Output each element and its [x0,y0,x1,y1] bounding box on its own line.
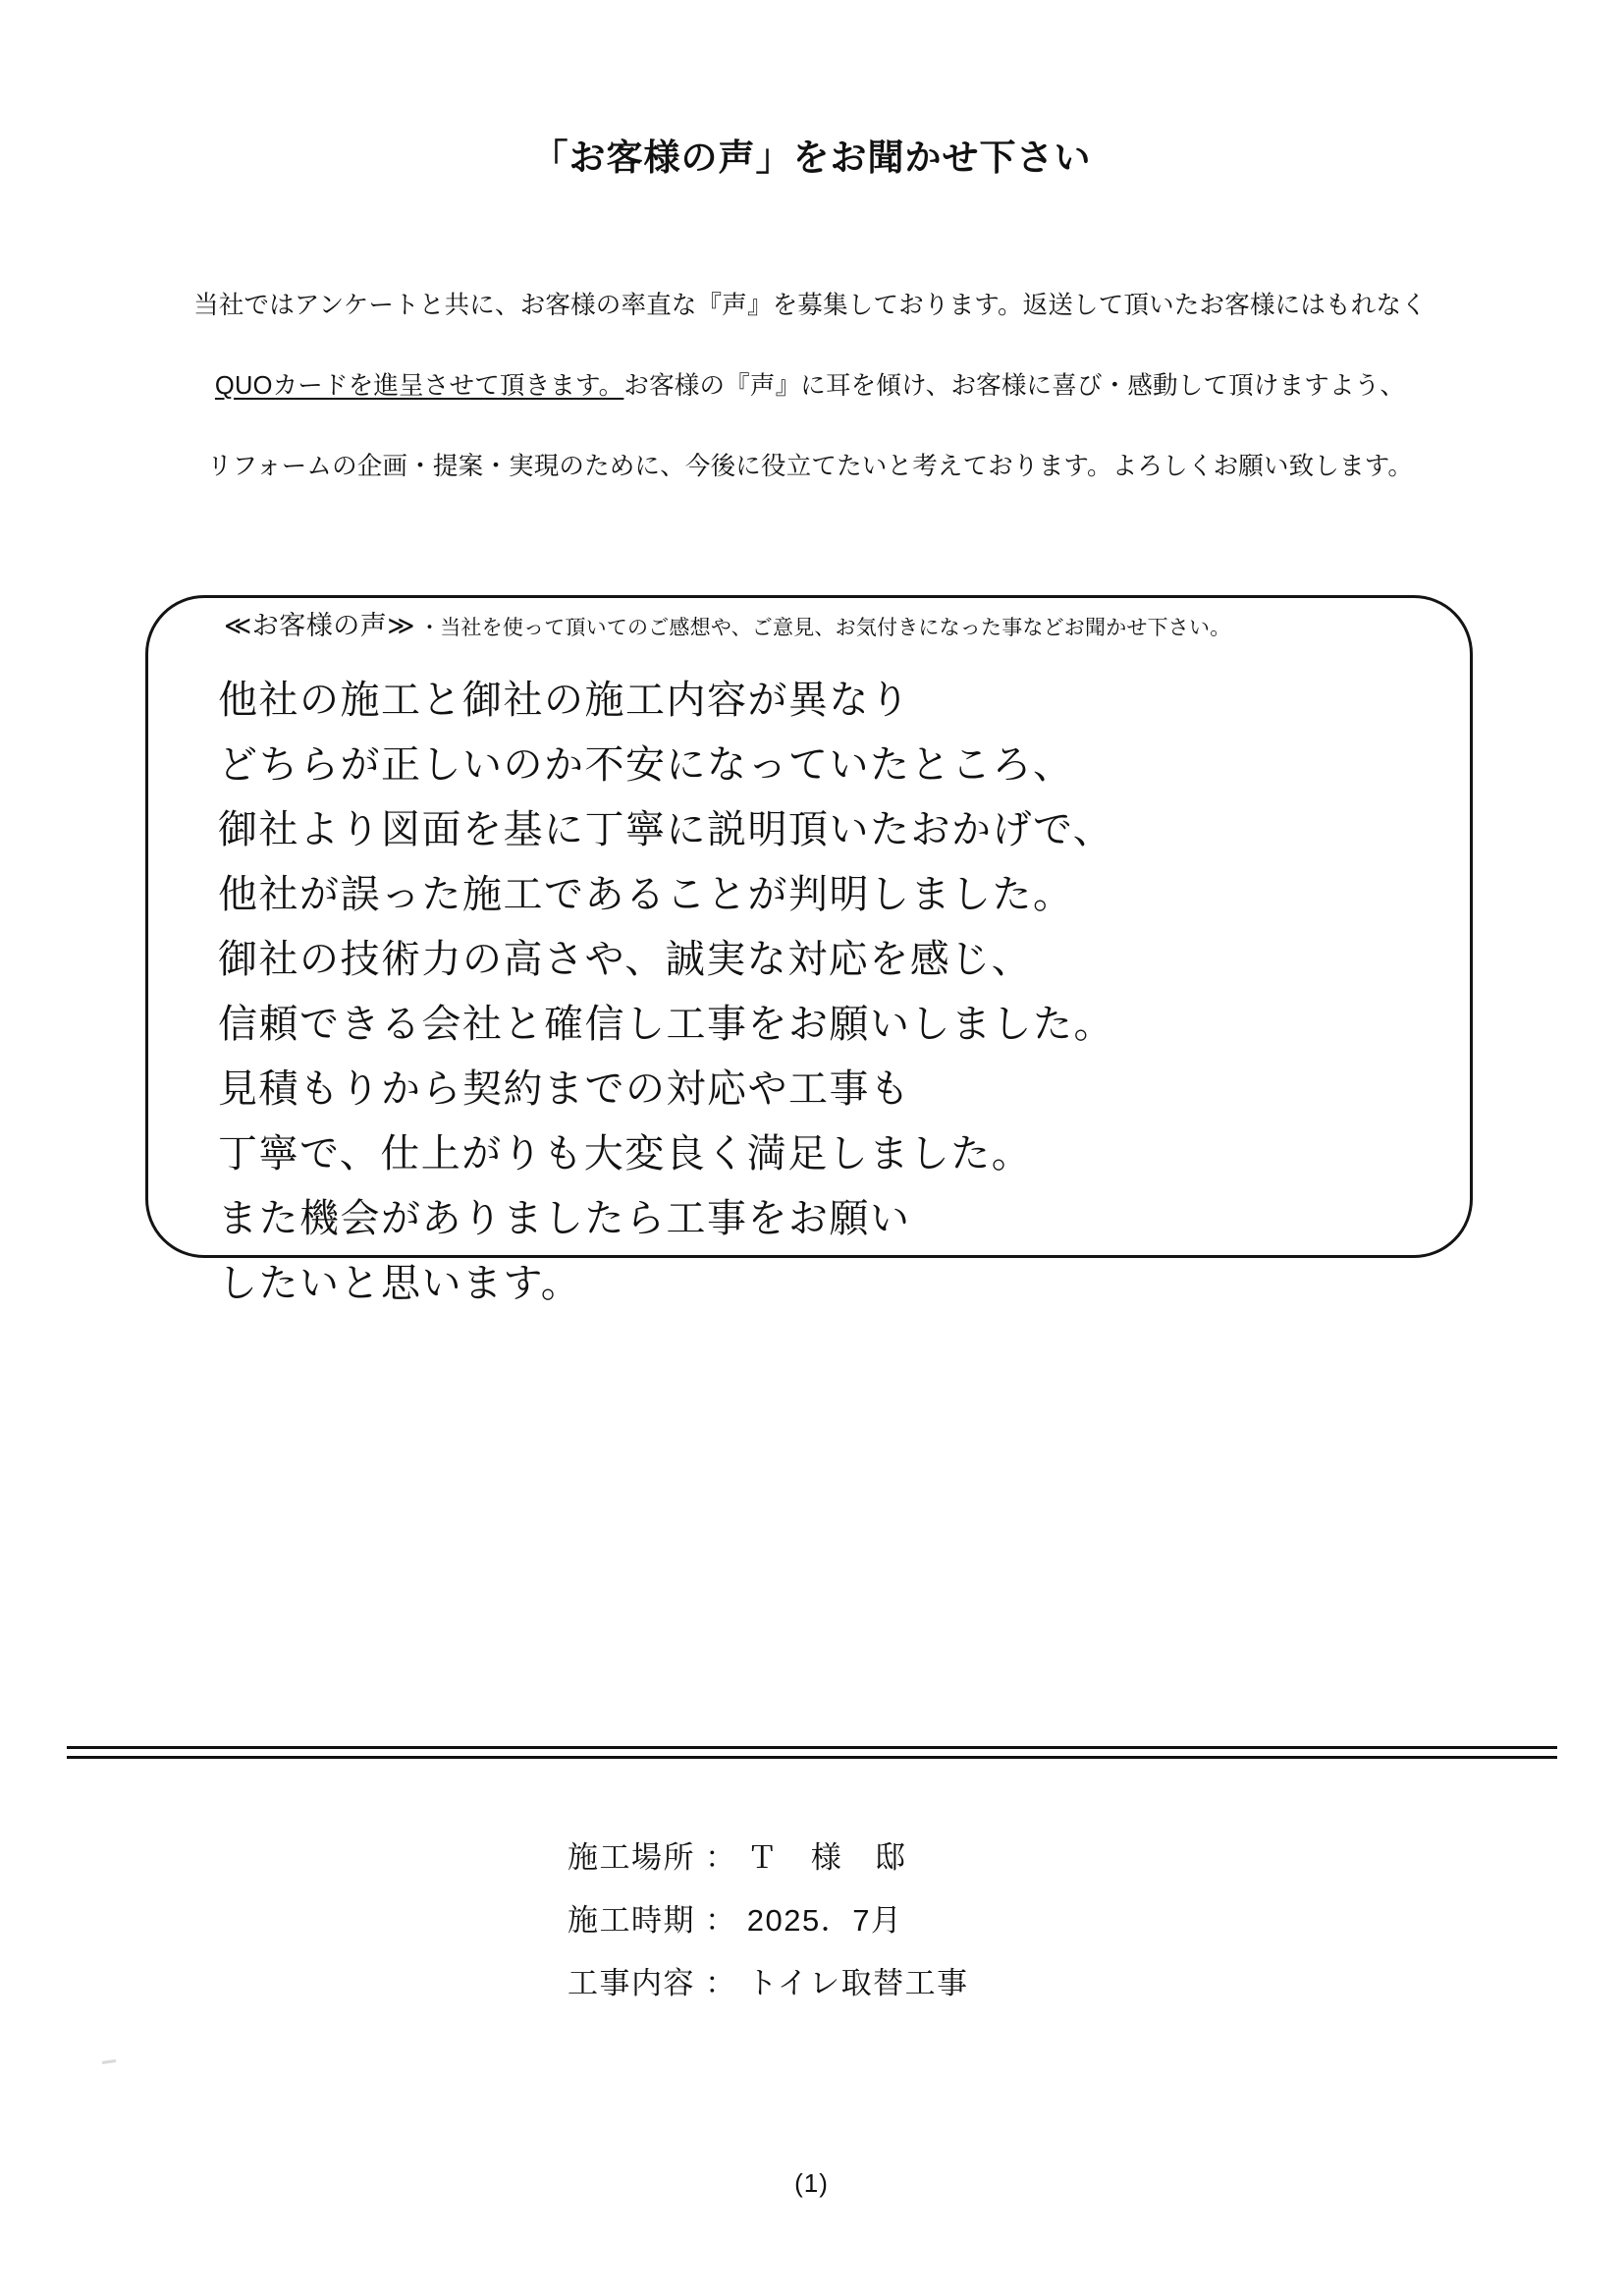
customer-voice-heading-sub: ・当社を使って頂いてのご感想や、ご意見、お気付きになった事などお聞かせ下さい。 [419,617,1231,639]
voice-line: どちらが正しいのか不安になっていたところ、 [218,742,1074,788]
divider-rule-top [67,1746,1557,1749]
detail-period: 施工時期 ： 2025．7月 [568,1903,903,1938]
intro-line-3: リフォームの企画・提案・実現のために、今後に役立てたいと考えております。よろしくお願い致します。 [206,453,1414,480]
intro-line-2-rest: お客様の『声』に耳を傾け、お客様に喜び・感動して頂けますよう、 [623,372,1406,400]
customer-voice-heading [224,604,1402,642]
voice-line: 御社の技術力の高さや、誠実な対応を感じ、 [218,937,1033,982]
page-title: 「お客様の声」をお聞かせ下さい [531,137,1092,178]
detail-work: 工事内容 ： トイレ取替工事 [568,1966,969,2000]
page-number: (1) [794,2168,829,2198]
intro-line-1: 当社ではアンケートと共に、お客様の率直な『声』を募集しております。返送して頂いたお客様にはもれなく [193,292,1427,319]
voice-line: 他社の施工と御社の施工内容が異なり [218,678,911,723]
intro-highlight: QUOカードを進呈させて頂きます。 [214,372,624,400]
project-details [568,1827,969,2015]
customer-voice-heading-title: ≪お客様の声≫ [224,611,416,640]
voice-line: また機会がありましたら工事をお願い [218,1196,911,1241]
voice-line: 信頼できる会社と確信し工事をお願いしました。 [218,1002,1114,1047]
intro-paragraph [147,265,1473,507]
customer-voice-text [218,668,1435,1316]
intro-line-2 [147,346,1473,426]
scan-artifact [102,2059,116,2064]
voice-line: 見積もりから契約までの対応や工事も [218,1066,911,1112]
voice-line: 他社が誤った施工であることが判明しました。 [218,872,1074,917]
divider-rule-bottom [67,1756,1557,1759]
voice-line: 丁寧で、仕上がりも大変良く満足しました。 [218,1131,1033,1176]
voice-line: 御社より図面を基に丁寧に説明頂いたおかげで、 [218,807,1114,852]
detail-location: 施工場所 ： Ｔ 様 邸 [568,1840,907,1875]
voice-line: したいと思います。 [218,1261,582,1306]
